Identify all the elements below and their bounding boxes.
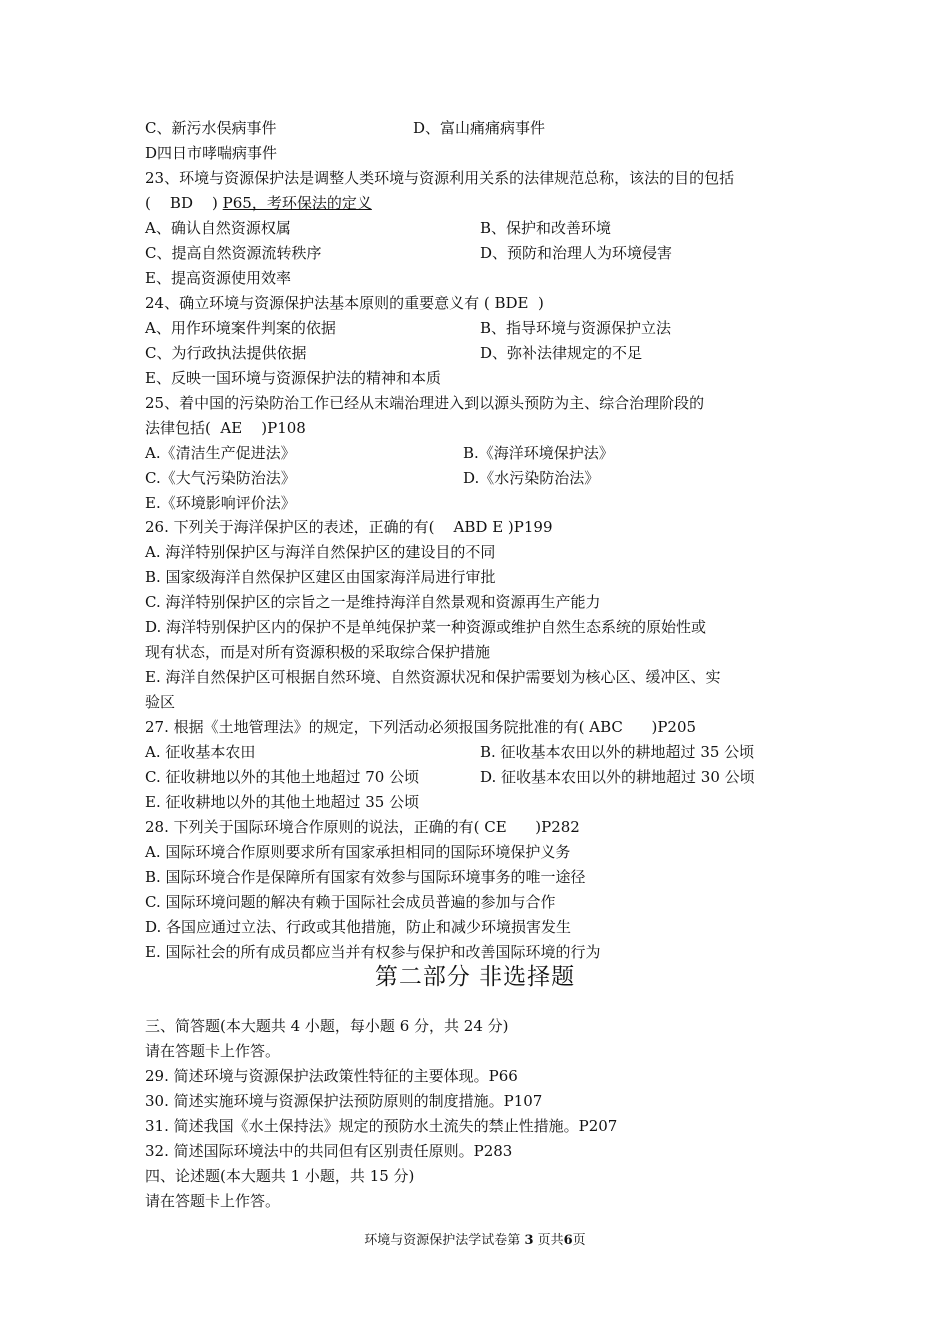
q28-option-c: C. 国际环境问题的解决有赖于国际社会成员普遍的参加与合作 <box>145 893 556 911</box>
q24-option-e: E、反映一国环境与资源保护法的精神和本质 <box>145 369 441 387</box>
q23-option-c: C、提高自然资源流转秩序 <box>145 244 322 262</box>
q24-option-c: C、为行政执法提供依据 <box>145 344 307 362</box>
q26-stem: 26. 下列关于海洋保护区的表述，正确的有( ABD E )P199 <box>145 518 553 536</box>
section3-instruction: 请在答题卡上作答。 <box>145 1042 281 1060</box>
q26-option-d-line1: D. 海洋特别保护区内的保护不是单纯保护菜一种资源或维护自然生态系统的原始性或 <box>145 618 707 636</box>
q28-option-e: E. 国际社会的所有成员都应当并有权参与保护和改善国际环境的行为 <box>145 943 601 961</box>
q26-option-e-line1: E. 海洋自然保护区可根据自然环境、自然资源状况和保护需要划为核心区、缓冲区、实 <box>145 668 721 686</box>
q29: 29. 简述环境与资源保护法政策性特征的主要体现。P66 <box>145 1067 518 1085</box>
footer-suffix: 页 <box>572 1233 586 1248</box>
q24-option-a: A、用作环境案件判案的依据 <box>145 319 336 337</box>
q27-stem: 27. 根据《土地管理法》的规定，下列活动必须报国务院批准的有( ABC )P205 <box>145 718 697 736</box>
q25-option-a: A.《清洁生产促进法》 <box>145 444 296 462</box>
q25-option-e: E.《环境影响评价法》 <box>145 494 296 512</box>
section3-title: 三、简答题(本大题共 4 小题，每小题 6 分，共 24 分) <box>145 1017 509 1035</box>
q30: 30. 简述实施环境与资源保护法预防原则的制度措施。P107 <box>145 1092 543 1110</box>
q28-stem: 28. 下列关于国际环境合作原则的说法，正确的有( CE )P282 <box>145 818 580 836</box>
q28-option-b: B. 国际环境合作是保障所有国家有效参与国际环境事务的唯一途径 <box>145 868 586 886</box>
q23-option-a: A、确认自然资源权属 <box>145 219 291 237</box>
section4-instruction: 请在答题卡上作答。 <box>145 1192 281 1210</box>
q25-stem-line2: 法律包括( AE )P108 <box>145 419 306 437</box>
q23-answer: ( BD ) <box>145 194 223 212</box>
page-footer <box>0 1232 950 1250</box>
footer-middle: 页共 <box>533 1233 564 1248</box>
q22-answer-note: D四日市哮喘病事件 <box>145 144 278 162</box>
footer-page-number: 3 <box>524 1233 534 1248</box>
q27-option-e: E. 征收耕地以外的其他土地超过 35 公顷 <box>145 793 420 811</box>
q23-stem: 23、环境与资源保护法是调整人类环境与资源利用关系的法律规范总称，该法的目的包括 <box>145 169 735 187</box>
q24-option-b: B、指导环境与资源保护立法 <box>480 319 672 337</box>
q27-option-d: D. 征收基本农田以外的耕地超过 30 公顷 <box>480 768 755 786</box>
footer-prefix: 环境与资源保护法学试卷第 <box>364 1233 525 1248</box>
q25-stem-line1: 25、着中国的污染防治工作已经从末端治理进入到以源头预防为主、综合治理阶段的 <box>145 394 705 412</box>
q24-stem: 24、确立环境与资源保护法基本原则的重要意义有 ( BDE ) <box>145 294 544 312</box>
q28-option-d: D. 各国应通过立法、行政或其他措施，防止和减少环境损害发生 <box>145 918 572 936</box>
q22-option-d: D、富山痛痛病事件 <box>413 119 546 137</box>
q23-option-d: D、预防和治理人为环境侵害 <box>480 244 673 262</box>
q26-option-a: A. 海洋特别保护区与海洋自然保护区的建设目的不同 <box>145 543 496 561</box>
section4-title: 四、论述题(本大题共 1 小题，共 15 分) <box>145 1167 415 1185</box>
q26-option-d-line2: 现有状态，而是对所有资源积极的采取综合保护措施 <box>145 643 491 661</box>
q27-option-a: A. 征收基本农田 <box>145 743 256 761</box>
q25-option-b: B.《海洋环境保护法》 <box>463 444 614 462</box>
q31: 31. 简述我国《水土保持法》规定的预防水土流失的禁止性措施。P207 <box>145 1117 618 1135</box>
q23-answer-line <box>145 193 372 213</box>
q22-option-c: C、新污水俣病事件 <box>145 119 277 137</box>
q24-option-d: D、弥补法律规定的不足 <box>480 344 643 362</box>
q26-option-c: C. 海洋特别保护区的宗旨之一是维持海洋自然景观和资源再生产能力 <box>145 593 601 611</box>
q25-option-d: D.《水污染防治法》 <box>463 469 600 487</box>
q26-option-e-line2: 验区 <box>145 693 176 711</box>
part2-heading: 第二部分 非选择题 <box>374 964 576 990</box>
q26-option-b: B. 国家级海洋自然保护区建区由国家海洋局进行审批 <box>145 568 496 586</box>
q28-option-a: A. 国际环境合作原则要求所有国家承担相同的国际环境保护义务 <box>145 843 571 861</box>
q23-option-b: B、保护和改善环境 <box>480 219 612 237</box>
q25-option-c: C.《大气污染防治法》 <box>145 469 296 487</box>
q23-answer-ref: P65，考环保法的定义 <box>222 194 372 212</box>
footer-total-pages: 6 <box>563 1233 573 1248</box>
q27-option-b: B. 征收基本农田以外的耕地超过 35 公顷 <box>480 743 755 761</box>
q32: 32. 简述国际环境法中的共同但有区别责任原则。P283 <box>145 1142 513 1160</box>
q23-option-e: E、提高资源使用效率 <box>145 269 291 287</box>
q27-option-c: C. 征收耕地以外的其他土地超过 70 公顷 <box>145 768 420 786</box>
